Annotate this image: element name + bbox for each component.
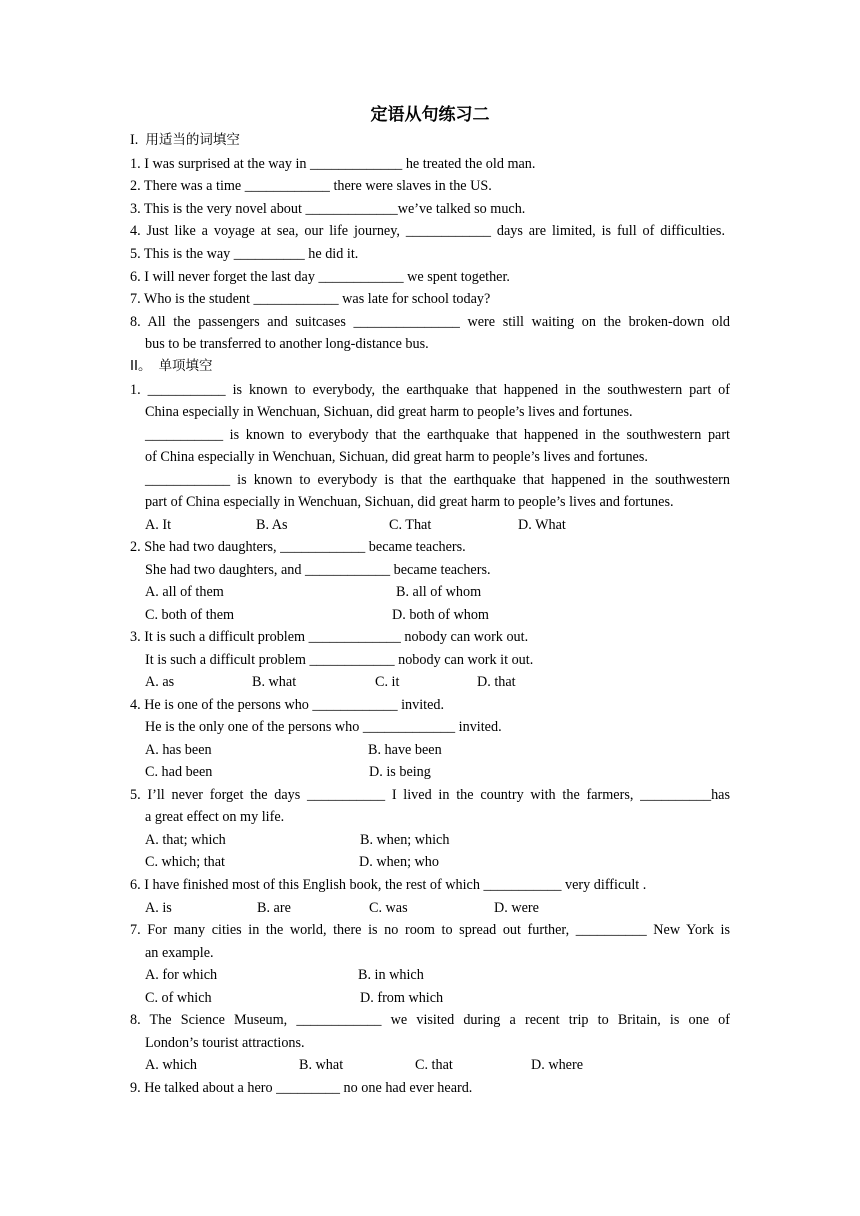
mc-q7-option-c: C. of which [145,990,212,1006]
mc-q7-line-1: 7. For many cities in the world, there is no room to spread out further, __________ New York is [130,922,730,938]
mc-q4-option-c: C. had been [145,764,213,780]
mc-q3-option-d: D. that [477,674,516,690]
mc-q1-option-b: B. As [256,517,288,533]
mc-q1-option-c: C. That [389,517,432,533]
fill-item-4: 4. Just like a voyage at sea, our life journey, ____________ days are limited, is full of difficulties. [130,223,725,239]
mc-q4-line-2: He is the only one of the persons who _____________ invited. [145,719,502,735]
mc-q6-option-d: D. were [494,900,539,916]
fill-item-1: 1. I was surprised at the way in _____________ he treated the old man. [130,156,536,172]
mc-q6-line-1: 6. I have finished most of this English book, the rest of which ___________ very difficult . [130,877,647,893]
section1-heading-text: 用适当的词填空 [145,132,240,148]
mc-q8-option-d: D. where [531,1057,583,1073]
mc-q1-line-3: ___________ is known to everybody that the earthquake that happened in the southwestern part [145,427,730,443]
mc-q2-option-c: C. both of them [145,607,235,623]
fill-item-8: 8. All the passengers and suitcases _______________ were still waiting on the broken-down old [130,314,730,330]
mc-q4-option-b: B. have been [368,742,442,758]
mc-q8-line-2: London’s tourist attractions. [145,1035,305,1051]
mc-q1-line-2: China especially in Wenchuan, Sichuan, did great harm to people’s lives and fortunes. [145,404,633,420]
mc-q2-line-1: 2. She had two daughters, ____________ became teachers. [130,539,466,555]
mc-q7-option-d: D. from which [360,990,444,1006]
mc-q6-option-c: C. was [369,900,408,916]
mc-q8-option-c: C. that [415,1057,453,1073]
mc-q1-line-5: ____________ is known to everybody is that the earthquake that happened in the southwestern [145,472,730,488]
fill-item-7: 7. Who is the student ____________ was late for school today? [130,291,491,307]
mc-q3-line-1: 3. It is such a difficult problem _____________ nobody can work out. [130,629,529,645]
section1-heading [130,131,240,149]
mc-q1-line-6: part of China especially in Wenchuan, Sichuan, did great harm to people’s lives and fortunes. [145,494,674,510]
mc-q3-option-b: B. what [252,674,297,690]
mc-q2-option-a: A. all of them [145,584,224,600]
mc-q3-option-a: A. as [145,674,175,690]
mc-q3-line-2: It is such a difficult problem ____________ nobody can work it out. [145,652,534,668]
mc-q8-option-a: A. which [145,1057,198,1073]
mc-q1-option-d: D. What [518,517,566,533]
mc-q5-option-a: A. that; which [145,832,226,848]
mc-q5-line-2: a great effect on my life. [145,809,285,825]
fill-item-8-cont: bus to be transferred to another long-distance bus. [145,336,429,352]
mc-q2-line-2: She had two daughters, and ____________ became teachers. [145,562,491,578]
mc-q1-line-1: 1. ___________ is known to everybody, the earthquake that happened in the southwestern part of [130,382,730,398]
mc-q8-line-1: 8. The Science Museum, ____________ we visited during a recent trip to Britain, is one of [130,1012,730,1028]
mc-q4-option-a: A. has been [145,742,212,758]
mc-q1-option-a: A. It [145,517,172,533]
mc-q2-option-d: D. both of whom [392,607,489,623]
mc-q4-line-1: 4. He is one of the persons who ____________ invited. [130,697,445,713]
fill-item-3: 3. This is the very novel about _____________we’ve talked so much. [130,201,526,217]
fill-item-6: 6. I will never forget the last day ____________ we spent together. [130,269,510,285]
section2-heading-text: 单项填空 [158,358,213,374]
fill-item-5: 5. This is the way __________ he did it. [130,246,359,262]
mc-q5-option-b: B. when; which [360,832,450,848]
mc-q5-option-d: D. when; who [359,854,439,870]
mc-q5-line-1: 5. I’ll never forget the days ___________ I lived in the country with the farmers, __________has [130,787,730,803]
mc-q7-option-b: B. in which [358,967,424,983]
section1-heading-number: I. [130,132,139,148]
mc-q6-option-a: A. is [145,900,172,916]
mc-q9-line-1: 9. He talked about a hero _________ no one had ever heard. [130,1080,473,1096]
mc-q7-line-2: an example. [145,945,214,961]
fill-item-2: 2. There was a time ____________ there were slaves in the US. [130,178,492,194]
mc-q5-option-c: C. which; that [145,854,225,870]
mc-q2-option-b: B. all of whom [396,584,482,600]
mc-q6-option-b: B. are [257,900,291,916]
mc-q8-option-b: B. what [299,1057,344,1073]
page-title: 定语从句练习二 [370,105,490,125]
section2-heading-number: II。 [130,358,152,374]
section2-heading [130,357,213,375]
mc-q1-line-4: of China especially in Wenchuan, Sichuan, did great harm to people’s lives and fortunes. [145,449,648,465]
mc-q4-option-d: D. is being [369,764,431,780]
mc-q3-option-c: C. it [375,674,400,690]
mc-q7-option-a: A. for which [145,967,218,983]
